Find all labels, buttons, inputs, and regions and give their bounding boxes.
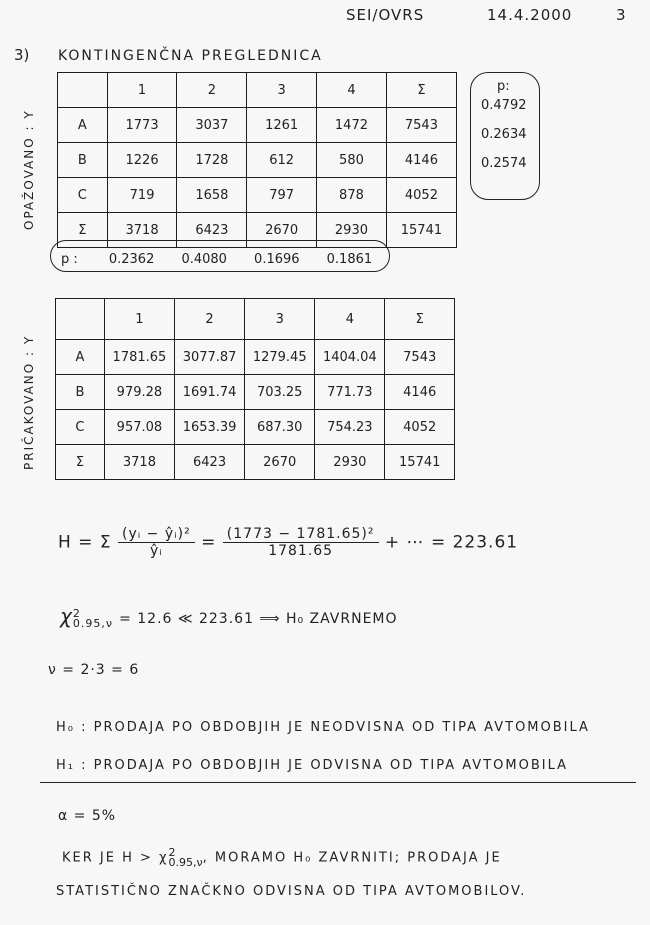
chi-subscript: 0.95,ν: [168, 856, 203, 869]
null-hypothesis: H₀ : PRODAJA PO OBDOBJIH JE NEODVISNA OD TIPA AVTOMOBILA: [56, 720, 590, 735]
chi-comparison-text: = 12.6 ≪ 223.61 ⟹ H₀ ZAVRNEMO: [119, 611, 398, 627]
table-cell: 1773: [107, 108, 177, 143]
row-label: C: [56, 410, 105, 445]
header-cell: [56, 299, 105, 340]
table-cell: 7543: [386, 108, 456, 143]
table-cell: 957.08: [104, 410, 174, 445]
row-label: B: [56, 375, 105, 410]
table-cell: 3718: [104, 445, 174, 480]
table-row: [56, 340, 455, 375]
table-cell: 979.28: [104, 375, 174, 410]
row-probability-bubble: [470, 72, 540, 200]
header-cell: 4: [317, 73, 387, 108]
table-cell: 2670: [245, 445, 315, 480]
row-label: Σ: [58, 213, 108, 248]
table-cell: 1472: [317, 108, 387, 143]
header-cell: 1: [104, 299, 174, 340]
table-cell: 4052: [385, 410, 455, 445]
table-cell: 1653.39: [175, 410, 245, 445]
row-p-value: 0.4792: [481, 98, 527, 113]
table-cell: 754.23: [315, 410, 385, 445]
table-cell: 3037: [177, 108, 247, 143]
table-cell: 4146: [386, 143, 456, 178]
col-p-value: 0.1861: [326, 252, 373, 267]
degrees-of-freedom: ν = 2·3 = 6: [48, 662, 140, 678]
table-row: [56, 410, 455, 445]
table-cell: 797: [247, 178, 317, 213]
table-row: [58, 178, 457, 213]
row-p-value: 0.2634: [481, 127, 527, 142]
col-p-value: 0.2362: [108, 252, 155, 267]
row-p-label: p:: [497, 79, 510, 94]
significance-level: α = 5%: [58, 808, 117, 824]
header-cell: 2: [177, 73, 247, 108]
table-cell: 2930: [315, 445, 385, 480]
row-label: B: [58, 143, 108, 178]
table-header-row: [58, 73, 457, 108]
table-cell: 4146: [385, 375, 455, 410]
table-row: [56, 375, 455, 410]
formula-fraction-general: [118, 526, 195, 559]
header-cell: Σ: [385, 299, 455, 340]
table-header-row: [56, 299, 455, 340]
table-cell: 1658: [177, 178, 247, 213]
table-cell: 3718: [107, 213, 177, 248]
observed-label: OPAŽOVANO : Y: [22, 109, 36, 230]
table-cell: 6423: [177, 213, 247, 248]
table-cell: 580: [317, 143, 387, 178]
table-cell: 1404.04: [315, 340, 385, 375]
expected-table: [55, 298, 455, 480]
header-cell: 3: [245, 299, 315, 340]
header-cell: 2: [175, 299, 245, 340]
table-cell: 1781.65: [104, 340, 174, 375]
table-row: [58, 143, 457, 178]
table-cell: 15741: [385, 445, 455, 480]
table-cell: 4052: [386, 178, 456, 213]
course-code: SEI/OVRS: [346, 6, 425, 24]
chi-superscript: 2: [168, 846, 176, 859]
conclusion-text-start: KER JE H > χ: [62, 850, 169, 866]
table-cell: 3077.87: [175, 340, 245, 375]
formula-result: + ⋯ = 223.61: [384, 532, 519, 553]
col-p-label: p :: [61, 252, 78, 267]
table-cell: 878: [317, 178, 387, 213]
chi-square-comparison: [60, 604, 398, 629]
header-cell: 1: [107, 73, 177, 108]
section-title: KONTINGENČNA PREGLEDNICA: [58, 48, 323, 64]
test-statistic-formula: [58, 526, 518, 559]
formula-lhs: H = Σ: [58, 532, 112, 553]
table-cell: 2670: [247, 213, 317, 248]
divider-line: [40, 782, 636, 783]
column-probability-bubble: [50, 240, 390, 272]
alternative-hypothesis: H₁ : PRODAJA PO OBDOBJIH JE ODVISNA OD TIPA AVTOMOBILA: [56, 758, 569, 773]
chi-superscript: 2: [72, 606, 81, 620]
table-cell: 1279.45: [245, 340, 315, 375]
table-cell: 1691.74: [175, 375, 245, 410]
fraction-numerator: (1773 − 1781.65)²: [223, 526, 379, 543]
table-cell: 15741: [386, 213, 456, 248]
page-number: 3: [616, 6, 627, 24]
chi-symbol: χ: [60, 604, 73, 628]
section-number: 3): [14, 46, 30, 64]
formula-fraction-first-term: [223, 526, 379, 559]
header-cell: 4: [315, 299, 385, 340]
conclusion-text-end: , MORAMO H₀ ZAVRNITI; PRODAJA JE: [202, 850, 502, 866]
header-cell: [58, 73, 108, 108]
fraction-numerator: (yᵢ − ŷᵢ)²: [118, 526, 195, 543]
fraction-denominator: 1781.65: [268, 543, 334, 559]
conclusion-line-2: STATISTIČNO ZNAČKNO ODVISNA OD TIPA AVTOMOBILOV.: [56, 884, 527, 899]
observed-table: [57, 72, 457, 248]
table-row: [58, 108, 457, 143]
col-p-value: 0.4080: [181, 252, 227, 267]
row-p-value: 0.2574: [481, 156, 527, 171]
table-cell: 1261: [247, 108, 317, 143]
table-cell: 771.73: [315, 375, 385, 410]
table-cell: 703.25: [245, 375, 315, 410]
table-cell: 6423: [175, 445, 245, 480]
table-cell: 2930: [317, 213, 387, 248]
formula-equals: =: [201, 532, 217, 553]
table-cell: 719: [107, 178, 177, 213]
header-cell: 3: [247, 73, 317, 108]
col-p-value: 0.1696: [254, 252, 300, 267]
row-label: Σ: [56, 445, 105, 480]
row-label: C: [58, 178, 108, 213]
table-cell: 1226: [107, 143, 177, 178]
fraction-denominator: ŷᵢ: [149, 543, 163, 559]
table-cell: 687.30: [245, 410, 315, 445]
header-cell: Σ: [386, 73, 456, 108]
date: 14.4.2000: [487, 6, 573, 24]
expected-label: PRIČAKOVANO : Y: [22, 334, 36, 470]
table-cell: 612: [247, 143, 317, 178]
table-cell: 1728: [177, 143, 247, 178]
table-row: [56, 445, 455, 480]
table-cell: 7543: [385, 340, 455, 375]
row-label: A: [56, 340, 105, 375]
row-label: A: [58, 108, 108, 143]
chi-subscript: 0.95,ν: [72, 616, 113, 630]
conclusion-line-1: [62, 848, 502, 868]
